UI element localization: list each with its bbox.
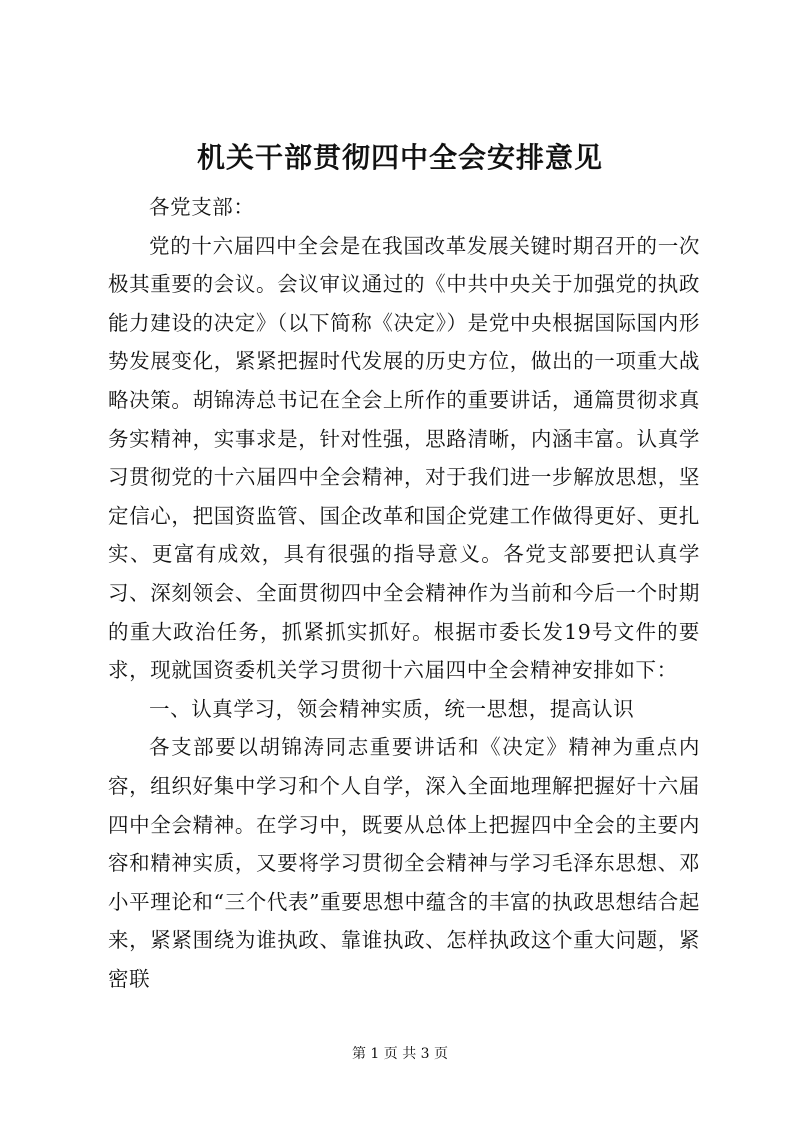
document-body <box>108 188 700 998</box>
intro-paragraph: 党的十六届四中全会是在我国改革发展关键时期召开的一次极其重要的会议。会议审议通过的《中共中央关于加强党的执政能力建设的决定》（以下简称《决定》）是党中央根据国际国内形势发展变化，紧紧把握时代发展的历史方位，做出的一项重大战略决策。胡锦涛总书记在全会上所作的重要讲话，通篇贯彻求真务实精神，实事求是，针对性强，思路清晰，内涵丰富。认真学习贯彻党的十六届四中全会精神，对于我们进一步解放思想，坚定信心，把国资监管、国企改革和国企党建工作做得更好、更扎实、更富有成效，具有很强的指导意义。各党支部要把认真学习、深刻领会、全面贯彻四中全会精神作为当前和今后一个时期的重大政治任务，抓紧抓实抓好。根据市委长发19号文件的要求，现就国资委机关学习贯彻十六届四中全会精神安排如下： <box>108 233 700 683</box>
salutation-paragraph: 各党支部： <box>149 195 255 219</box>
document-title: 机关干部贯彻四中全会安排意见 <box>196 141 603 174</box>
section-paragraph: 各支部要以胡锦涛同志重要讲话和《决定》精神为重点内容，组织好集中学习和个人自学，深入全面地理解把握好十六届四中全会精神。在学习中，既要从总体上把握四中全会的主要内容和精神实质，又要将学习贯彻全会精神与学习毛泽东思想、邓小平理论和“三个代表”重要思想中蕴含的丰富的执政思想结合起来，紧紧围绕为谁执政、靠谁执政、怎样执政这个重大问题，紧密联 <box>108 735 700 991</box>
section-heading: 一、认真学习，领会精神实质，统一思想，提高认识 <box>149 696 635 721</box>
page-number-footer: 第 1 页 共 3 页 <box>351 1046 449 1062</box>
